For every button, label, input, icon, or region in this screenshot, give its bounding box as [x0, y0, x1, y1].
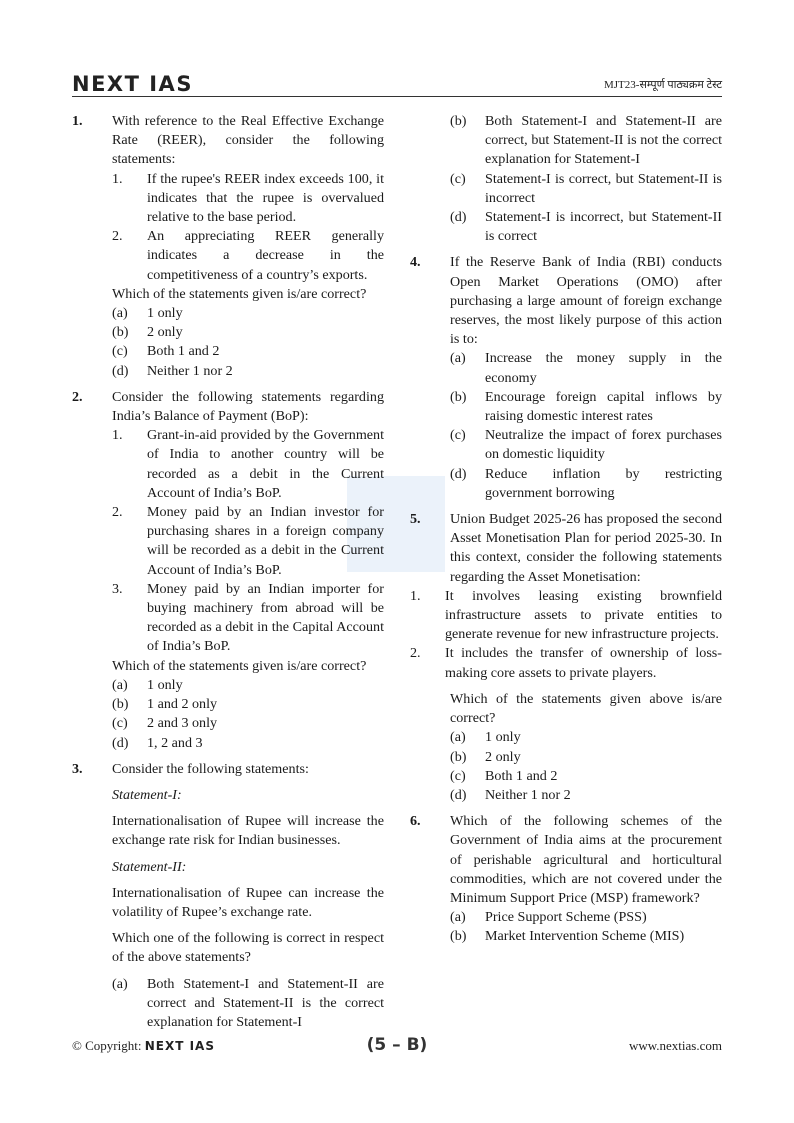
question-number: 5. — [410, 511, 421, 528]
option-b: (b) Both Statement-I and Statement-II are correct, but Statement-II is not the correct explanation for Statement-I — [450, 113, 722, 168]
question-prompt: Which of the statements given is/are correct? — [112, 285, 367, 302]
statement: 2. An appreciating REER generally indicates a decrease in the competitiveness of a country’s exports. — [112, 228, 384, 283]
question-prompt: Which one of the following is correct in respect of the above statements? — [112, 930, 384, 966]
page-number: (5 – B) — [366, 1035, 428, 1055]
option-b: (b) 1 and 2 only — [112, 696, 218, 713]
statement-1-text: Internationalisation of Rupee will increase the exchange rate risk for Indian businesses. — [112, 813, 384, 849]
option-d: (d) Reduce inflation by restricting government borrowing — [450, 465, 722, 501]
option-a: (a) 1 only — [112, 305, 183, 322]
footer-logo: NEXT IAS — [144, 1039, 215, 1053]
option-d: (d) Statement-I is incorrect, but Statement-II is correct — [450, 209, 722, 245]
option-a: (a) Price Support Scheme (PSS) — [450, 909, 647, 926]
option-a: (a) Increase the money supply in the economy — [450, 350, 722, 386]
option-b: (b) Market Intervention Scheme (MIS) — [450, 928, 685, 945]
right-column — [410, 112, 722, 954]
question-number: 4. — [410, 254, 421, 271]
question-stem: With reference to the Real Effective Exchange Rate (REER), consider the following statements: — [112, 113, 384, 168]
question-4 — [410, 253, 722, 503]
question-number: 3. — [72, 760, 83, 777]
question-stem: If the Reserve Bank of India (RBI) conducts Open Market Operations (OMO) after purchasing a large amount of foreign exchange reserves, the most likely purpose of this action is to: — [450, 254, 722, 348]
option-d: (d) Neither 1 nor 2 — [112, 362, 233, 379]
question-stem: Union Budget 2025-26 has proposed the second Asset Monetisation Plan for period 2025-30. In this context, consider the following statements regarding the Asset Monetisation: — [450, 511, 722, 585]
statement: 1. Grant-in-aid provided by the Government of India to another country will be recorded as a debit in the Current Account of India’s BoP. — [112, 427, 384, 501]
question-stem: Consider the following statements: — [112, 760, 309, 777]
option-d: (d) Neither 1 nor 2 — [450, 786, 571, 803]
statement-1-label: Statement-I: — [112, 786, 182, 803]
statement-2-text: Internationalisation of Rupee can increase the volatility of Rupee’s exchange rate. — [112, 884, 384, 920]
question-3 — [72, 760, 384, 1032]
statement: 1. If the rupee's REER index exceeds 100, it indicates that the rupee is overvalued relative to the base period. — [112, 170, 384, 226]
option-c: (c) Both 1 and 2 — [112, 343, 220, 360]
question-number: 2. — [72, 388, 83, 405]
question-5 — [410, 510, 722, 587]
option-c: (c) Statement-I is correct, but Statement-II is incorrect — [450, 170, 722, 206]
footer-url: www.nextias.com — [628, 1038, 722, 1053]
question-prompt: Which of the statements given is/are correct? — [112, 657, 367, 674]
option-b: (b) Encourage foreign capital inflows by raising domestic interest rates — [450, 388, 722, 425]
option-a: (a) 1 only — [450, 729, 521, 746]
statement: 2. Money paid by an Indian investor for purchasing shares in a foreign company will be recorded as a debit in the Current Account of India’s BoP. — [112, 504, 384, 578]
statement: 1. It involves leasing existing brownfield infrastructure assets to private entities to generate revenue for new infrastructure projects. — [410, 587, 722, 643]
question-5-options — [450, 690, 722, 805]
question-3-continued — [450, 112, 722, 246]
brand-logo: NEXT IAS — [72, 72, 193, 96]
option-c: (c) Both 1 and 2 — [450, 767, 558, 784]
header-divider — [72, 96, 722, 97]
question-stem: Consider the following statements regarding India’s Balance of Payment (BoP): — [112, 388, 384, 425]
option-a: (a) Both Statement-I and Statement-II are correct and Statement-II is the correct explanation for Statement-I — [112, 975, 384, 1030]
statement: 3. Money paid by an Indian importer for buying machinery from abroad will be recorded as a debit in the Capital Account of India’s BoP. — [112, 580, 384, 655]
question-6 — [410, 812, 722, 946]
question-2 — [72, 388, 384, 753]
footer-copyright: © Copyright: NEXT IAS — [72, 1038, 215, 1053]
question-1 — [72, 112, 384, 381]
question-number: 6. — [410, 813, 421, 830]
option-d: (d) 1, 2 and 3 — [112, 734, 203, 751]
question-prompt: Which of the statements given above is/are correct? — [450, 690, 722, 727]
option-a: (a) 1 only — [112, 676, 183, 693]
option-b: (b) 2 only — [450, 748, 521, 765]
left-column — [72, 112, 384, 1039]
option-c: (c) Neutralize the impact of forex purchases on domestic liquidity — [450, 427, 722, 463]
question-stem: Which of the following schemes of the Government of India aims at the procurement of perishable agricultural and horticultural commodities, which are not covered under the Minimum Support Price (MSP) framework? — [450, 813, 722, 906]
statement: 2. It includes the transfer of ownership of loss-making core assets to private players. — [410, 645, 722, 681]
test-code: MJT23-सम्पूर्ण पाठ्यक्रम टेस्ट — [604, 79, 722, 91]
option-b: (b) 2 only — [112, 324, 183, 341]
question-number: 1. — [72, 113, 83, 129]
question-5-statements — [410, 587, 722, 683]
option-c: (c) 2 and 3 only — [112, 715, 218, 732]
statement-2-label: Statement-II: — [112, 858, 187, 875]
